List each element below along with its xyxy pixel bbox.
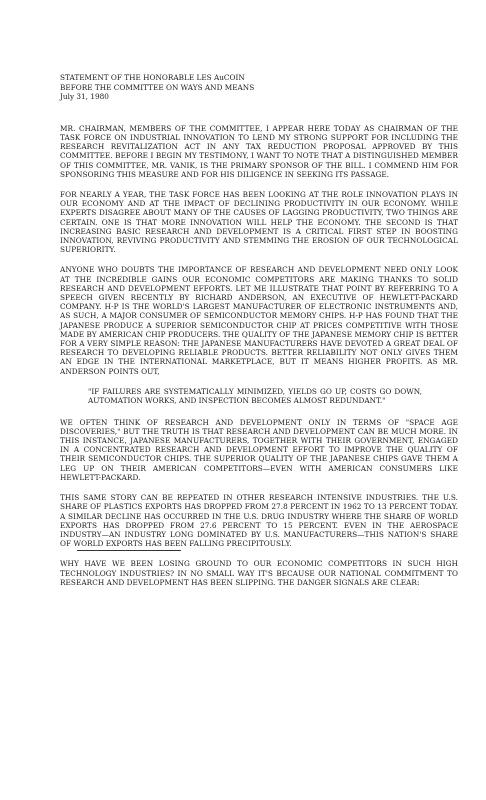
paragraph-research-importance: ANYONE WHO DOUBTS THE IMPORTANCE OF RESEARCH AND DEVELOPMENT NEED ONLY LOOK AT THE INCREDIBLE GAINS OUR ECONOMIC COMPETITORS ARE MAKING THANKS TO SOLID RESEARCH AND DEVELOPMENT EFFORTS. LET ME ILLUSTRATE THAT POINT BY REFERRING TO A SPEECH GIVEN RECENTLY BY RICHARD ANDERSON, AN EXECUTIVE OF HEWLETT-PACKARD COMPANY. H-P IS THE WORLD'S LARGEST MANUFACTURER OF ELECTRONIC INSTRUMENTS AND, AS SUCH, A MAJOR CONSUMER OF SEMICONDUCTOR MEMORY CHIPS. H-P HAS FOUND THAT THE JAPANESE PRODUCE A SUPERIOR SEMICONDUCTOR CHIP AT PRICES COMPETITIVE WITH THOSE MADE BY AMERICAN CHIP PRODUCERS. THE QUALITY OF THE JAPANESE MEMORY CHIP IS BETTER FOR A VERY SIMPLE REASON: THE JAPANESE MANUFACTURERS HAVE DEVOTED A GREAT DEAL OF RESEARCH TO DEVELOPING RELIABLE PRODUCTS. BETTER RELIABILITY NOT ONLY GIVES THEM AN EDGE IN THE INTERNATIONAL MARKETPLACE, BUT IT MEANS HIGHER PROFITS. AS MR. ANDERSON POINTS OUT, xyxy=(60,265,458,376)
paragraph-losing-ground: WHY HAVE WE BEEN LOSING GROUND TO OUR ECONOMIC COMPETITORS IN SUCH HIGH TECHNOLOGY INDUSTRIES? IN NO SMALL WAY IT'S BECAUSE OUR NATIONAL COMMITMENT TO RESEARCH AND DEVELOPMENT HAS BEEN SLIPPING. THE DANGER SIGNALS ARE CLEAR: xyxy=(60,559,458,587)
statement-header xyxy=(60,73,458,102)
header-committee: BEFORE THE COMMITTEE ON WAYS AND MEANS xyxy=(60,82,255,92)
paragraph-space-age: WE OFTEN THINK OF RESEARCH AND DEVELOPMENT ONLY IN TERMS OF "SPACE AGE DISCOVERIES," BUT THE TRUTH IS THAT RESEARCH AND DEVELOPMENT CAN BE MUCH MORE. IN THIS INSTANCE, JAPANESE MANUFACTURERS, TOGETHER WITH THEIR GOVERNMENT, ENGAGED IN A CONCENTRATED RESEARCH AND DEVELOPMENT EFFORT TO IMPROVE THE QUALITY OF THEIR SEMICONDUCTOR CHIPS. THE SUPERIOR QUALITY OF THE JAPANESE CHIPS GAVE THEM A LEG UP ON THEIR AMERICAN COMPETITORS—EVEN WITH AMERICAN CONSUMERS LIKE HEWLETT-PACKARD. xyxy=(60,417,458,482)
handwritten-underline xyxy=(77,550,181,551)
header-date: July 31, 1980 xyxy=(60,92,109,102)
paragraph-task-force: FOR NEARLY A YEAR, THE TASK FORCE HAS BEEN LOOKING AT THE ROLE INNOVATION PLAYS IN OUR ECONOMY AND AT THE IMPACT OF DECLINING PRODUCTIVITY IN OUR ECONOMY. WHILE EXPERTS DISAGREE ABOUT MANY OF THE CAUSES OF LAGGING PRODUCTIVITY, TWO THINGS ARE CERTAIN. ONE IS THAT MORE INNOVATION WILL HELP THE ECONOMY. THE SECOND IS THAT INCREASING BASIC RESEARCH AND DEVELOPMENT IS A CRITICAL FIRST STEP IN BOOSTING INNOVATION, REVIVING PRODUCTIVITY AND STEMMING THE EROSION OF OUR TECHNOLOGICAL SUPERIORITY. xyxy=(60,190,458,255)
block-quote: "IF FAILURES ARE SYSTEMATICALLY MINIMIZED, YIELDS GO UP, COSTS GO DOWN, AUTOMATION WORKS, AND INSPECTION BECOMES ALMOST REDUNDANT." xyxy=(88,386,422,406)
paragraph-other-industries: THIS SAME STORY CAN BE REPEATED IN OTHER RESEARCH INTENSIVE INDUSTRIES. THE U.S. SHARE OF PLASTICS EXPORTS HAS DROPPED FROM 27.8 PERCENT IN 1962 TO 13 PERCENT TODAY. A SIMILAR DECLINE HAS OCCURRED IN THE U.S. DRUG INDUSTRY WHERE THE SHARE OF WORLD EXPORTS HAS DROPPED FROM 27.6 PERCENT TO 15 PERCENT. EVEN IN THE AEROSPACE INDUSTRY—AN INDUSTRY LONG DOMINATED BY U.S. MANUFACTURERS—THIS NATION'S SHARE OF WORLD EXPORTS HAS BEEN FALLING PRECIPITOUSLY. xyxy=(60,493,458,549)
header-title: STATEMENT OF THE HONORABLE LES AuCOIN xyxy=(60,73,245,82)
paragraph-opening: MR. CHAIRMAN, MEMBERS OF THE COMMITTEE, I APPEAR HERE TODAY AS CHAIRMAN OF THE TASK FORCE ON INDUSTRIAL INNOVATION TO LEND MY STRONG SUPPORT FOR INCLUDING THE RESEARCH REVITALIZATION ACT IN ANY TAX REDUCTION PROPOSAL APPROVED BY THIS COMMITTEE. BEFORE I BEGIN MY TESTIMONY, I WANT TO NOTE THAT A DISTINGUISHED MEMBER OF THIS COMMITTEE, MR. VANIK, IS THE PRIMARY SPONSOR OF THE BILL. I COMMEND HIM FOR SPONSORING THIS MEASURE AND FOR HIS DILIGENCE IN SEEKING ITS PASSAGE. xyxy=(60,123,458,179)
